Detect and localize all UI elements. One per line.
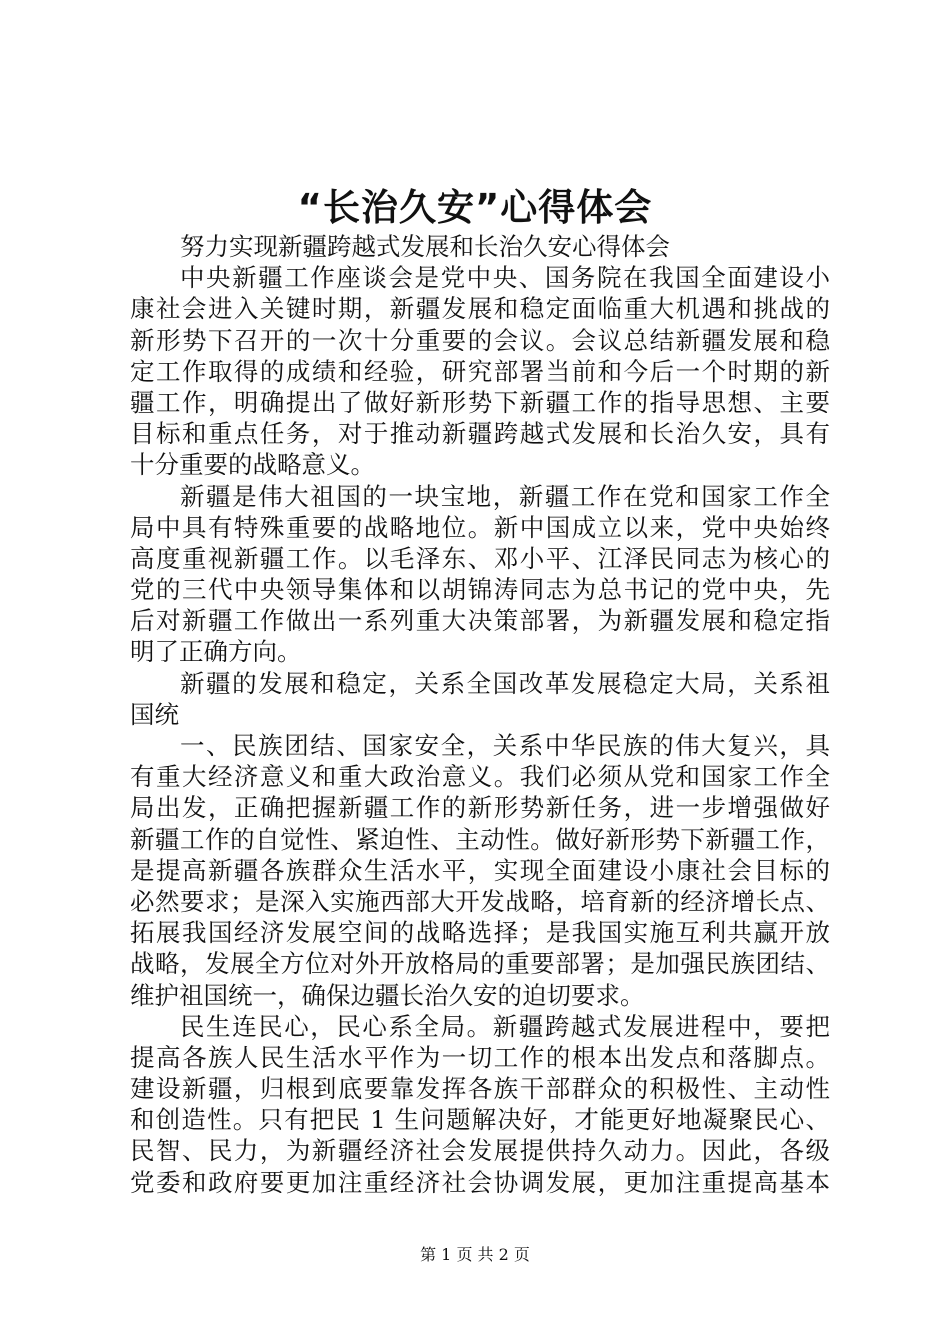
text-line: 必然要求；是深入实施西部大开发战略，培育新的经济增长点、 [130, 886, 830, 916]
text-line: 目标和重点任务，对于推动新疆跨越式发展和长治久安，具有 [130, 419, 830, 449]
text-line: 党的三代中央领导集体和以胡锦涛同志为总书记的党中央，先 [130, 575, 830, 605]
text-line: 新疆的发展和稳定，关系全国改革发展稳定大局，关系祖 [180, 668, 830, 698]
text-line: 民智、民力，为新疆经济社会发展提供持久动力。因此，各级 [130, 1136, 830, 1166]
text-line: 和创造性。只有把民 1 生问题解决好，才能更好地凝聚民心、 [130, 1105, 830, 1135]
text-line: 战略，发展全方位对外开放格局的重要部署；是加强民族团结、 [130, 949, 830, 979]
text-line: 一、民族团结、国家安全，关系中华民族的伟大复兴，具 [180, 731, 830, 760]
text-line: 新疆是伟大祖国的一块宝地，新疆工作在党和国家工作全 [180, 481, 830, 511]
text-line: 拓展我国经济发展空间的战略选择；是我国实施互利共赢开放 [130, 918, 830, 948]
text-line: 明了正确方向。 [130, 637, 302, 667]
text-line: 局出发，正确把握新疆工作的新形势新任务，进一步增强做好 [130, 793, 830, 823]
text-line: 民生连民心，民心系全局。新疆跨越式发展进程中，要把 [180, 1011, 830, 1041]
text-line: 党委和政府要更加注重经济社会协调发展，更加注重提高基本 [130, 1167, 830, 1197]
text-line: 建设新疆，归根到底要靠发挥各族干部群众的积极性、主动性 [130, 1074, 830, 1104]
text-line: 定工作取得的成绩和经验，研究部署当前和今后一个时期的新 [130, 356, 830, 386]
text-line: 后对新疆工作做出一系列重大决策部署，为新疆发展和稳定指 [130, 606, 830, 636]
page-footer: 第 1 页 共 2 页 [420, 1245, 530, 1264]
document-body [130, 231, 830, 1198]
text-line: 康社会进入关键时期，新疆发展和稳定面临重大机遇和挑战的 [130, 294, 830, 324]
text-line: 提高各族人民生活水平作为一切工作的根本出发点和落脚点。 [130, 1042, 830, 1072]
text-line: 疆工作，明确提出了做好新形势下新疆工作的指导思想、主要 [130, 387, 830, 417]
text-line: 有重大经济意义和重大政治意义。我们必须从党和国家工作全 [130, 762, 830, 792]
text-line: 高度重视新疆工作。以毛泽东、邓小平、江泽民同志为核心的 [130, 543, 830, 573]
text-line: 是提高新疆各族群众生活水平，实现全面建设小康社会目标的 [130, 855, 830, 885]
text-line: 中央新疆工作座谈会是党中央、国务院在我国全面建设小 [180, 263, 830, 293]
text-line: 国统 [130, 699, 179, 729]
text-line: 维护祖国统一，确保边疆长治久安的迫切要求。 [130, 980, 645, 1010]
text-line: 新疆工作的自觉性、紧迫性、主动性。做好新形势下新疆工作， [130, 824, 830, 854]
text-line: 局中具有特殊重要的战略地位。新中国成立以来，党中央始终 [130, 512, 830, 542]
document-title: “长治久安”心得体会 [297, 186, 653, 229]
text-line: 新形势下召开的一次十分重要的会议。会议总结新疆发展和稳 [130, 325, 830, 355]
text-line: 努力实现新疆跨越式发展和长治久安心得体会 [180, 232, 670, 261]
text-line: 十分重要的战略意义。 [130, 450, 375, 480]
